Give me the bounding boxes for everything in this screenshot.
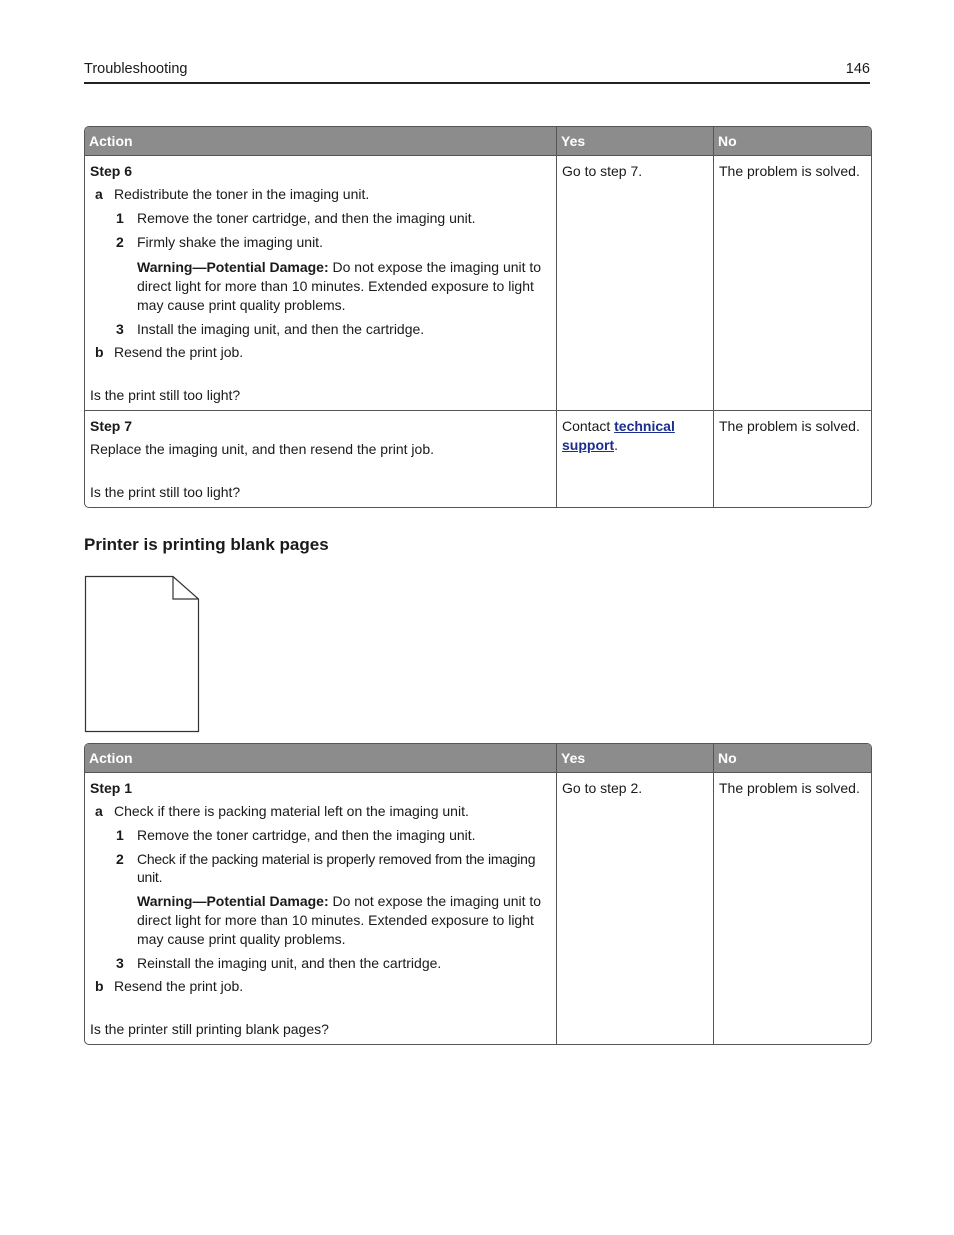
list-marker: a [95, 803, 103, 819]
list-marker: 1 [116, 827, 124, 843]
no-cell: The problem is solved. [713, 410, 871, 507]
column-header-action: Action [85, 127, 556, 156]
list-item-text: Check if there is packing material left on the imaging unit. [114, 803, 469, 819]
step-title: Step 6 [90, 163, 133, 179]
list-item-text: Remove the toner cartridge, and then the imaging unit. [137, 210, 476, 226]
list-item [90, 977, 552, 996]
step-question: Is the printer still printing blank pages? [90, 1021, 329, 1037]
list-marker: b [95, 344, 104, 360]
yes-suffix: . [614, 437, 618, 453]
list-item-text: Resend the print job. [114, 344, 244, 360]
column-header-no: No [713, 127, 871, 156]
yes-prefix: Contact [562, 418, 615, 434]
list-item-text: Redistribute the toner in the imaging unit. [114, 186, 370, 202]
list-marker: 2 [116, 234, 124, 250]
list-item-text: Check if the packing material is properly removed from the imaging unit. [137, 851, 536, 885]
page-number: 146 [845, 61, 870, 77]
yes-cell [556, 410, 713, 507]
list-item [90, 826, 552, 845]
column-header-yes: Yes [556, 127, 713, 156]
warning-note [90, 258, 552, 315]
list-item-text: Firmly shake the imaging unit. [137, 234, 323, 250]
step-title: Step 1 [90, 780, 133, 796]
list-item-text: Install the imaging unit, and then the cartridge. [137, 321, 425, 337]
list-marker: a [95, 186, 103, 202]
column-header-yes: Yes [556, 744, 713, 773]
step-action-text: Replace the imaging unit, and then resend the print job. [90, 441, 435, 457]
list-item [90, 343, 552, 362]
list-item [90, 233, 552, 252]
warning-note [90, 892, 552, 949]
list-marker: 3 [116, 955, 124, 971]
list-item [90, 850, 552, 886]
warning-label: Warning—Potential Damage: [137, 259, 329, 275]
list-item [90, 802, 552, 821]
list-item [90, 954, 552, 973]
warning-label: Warning—Potential Damage: [137, 893, 329, 909]
action-cell [85, 773, 556, 1044]
action-cell [85, 410, 556, 507]
troubleshooting-table-light-print [84, 126, 872, 508]
action-cell [85, 156, 556, 410]
list-marker: b [95, 978, 104, 994]
yes-cell: Go to step 2. [556, 773, 713, 1044]
list-marker: 2 [116, 851, 124, 867]
list-item [90, 185, 552, 204]
step-question: Is the print still too light? [90, 387, 241, 403]
technical-support-link[interactable]: technical support [562, 418, 675, 453]
troubleshooting-table-blank-pages [84, 743, 872, 1045]
page-header [84, 60, 870, 84]
yes-cell: Go to step 7. [556, 156, 713, 410]
list-item-text: Reinstall the imaging unit, and then the cartridge. [137, 955, 442, 971]
table-row-step-6 [85, 156, 871, 410]
list-item-text: Resend the print job. [114, 978, 244, 994]
column-header-no: No [713, 744, 871, 773]
list-item-text: Remove the toner cartridge, and then the imaging unit. [137, 827, 476, 843]
column-header-action: Action [85, 744, 556, 773]
table-row-step-1 [85, 773, 871, 1044]
table-header-row [85, 127, 871, 156]
list-marker: 1 [116, 210, 124, 226]
no-cell: The problem is solved. [713, 156, 871, 410]
list-item [90, 320, 552, 339]
step-question: Is the print still too light? [90, 484, 241, 500]
warning-text: Do not expose the imaging unit to direct light for more than 10 minutes. Extended exposure to light may cause print quality problems. [137, 259, 542, 313]
table-row-step-7 [85, 410, 871, 507]
no-cell: The problem is solved. [713, 773, 871, 1044]
warning-text: Do not expose the imaging unit to direct light for more than 10 minutes. Extended exposure to light may cause print quality problems. [137, 893, 542, 947]
running-section-title: Troubleshooting [84, 61, 188, 77]
step-title: Step 7 [90, 418, 133, 434]
list-item [90, 209, 552, 228]
blank-page-icon [84, 575, 200, 733]
list-marker: 3 [116, 321, 124, 337]
table-header-row [85, 744, 871, 773]
section-heading: Printer is printing blank pages [84, 535, 329, 554]
